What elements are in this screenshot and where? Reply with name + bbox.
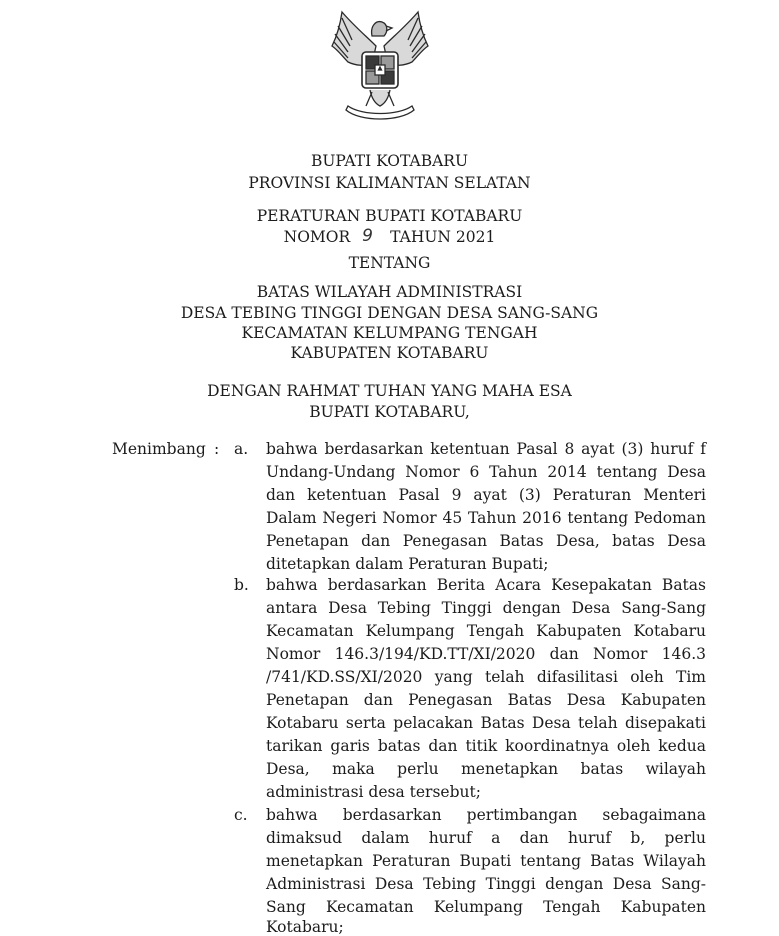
subject-line: KECAMATAN KELUMPANG TENGAH (241, 324, 538, 342)
nomor-label: NOMOR (283, 228, 351, 246)
item-letter: b. (234, 576, 249, 594)
item-line: Desa, maka perlu menetapkan batas wilayah (266, 760, 706, 778)
item-line: ditetapkan dalam Peraturan Bupati; (266, 555, 549, 573)
item-line: Nomor 146.3/194/KD.TT/XI/2020 dan Nomor 146.3 (266, 645, 706, 663)
regulation-title: PERATURAN BUPATI KOTABARU (256, 207, 523, 225)
menimbang-label: Menimbang (112, 440, 206, 458)
item-line: bahwa berdasarkan ketentuan Pasal 8 ayat (3) huruf f (266, 440, 706, 458)
item-letter: c. (234, 806, 248, 824)
menimbang-colon: : (214, 440, 220, 458)
item-line: administrasi desa tersebut; (266, 783, 481, 801)
item-line: Penetapan dan Penegasan Batas Desa, batas Desa (266, 532, 706, 550)
item-line: Penetapan dan Penegasan Batas Desa Kabupaten (266, 691, 706, 709)
item-line: Kecamatan Kelumpang Tengah Kabupaten Kotabaru (266, 622, 706, 640)
issuer-title: BUPATI KOTABARU (310, 152, 469, 170)
item-line: menetapkan Peraturan Bupati tentang Batas Wilayah (266, 852, 706, 870)
item-line: dimaksud dalam huruf a dan huruf b, perlu (266, 829, 706, 847)
item-letter: a. (234, 440, 249, 458)
item-line: dan ketentuan Pasal 9 ayat (3) Peraturan Menteri (266, 486, 706, 504)
item-line: bahwa berdasarkan pertimbangan sebagaimana (266, 806, 706, 824)
item-line: Undang-Undang Nomor 6 Tahun 2014 tentang Desa (266, 463, 706, 481)
subject-line: KABUPATEN KOTABARU (290, 344, 489, 362)
item-line: Kotabaru; (266, 918, 344, 936)
item-line: Administrasi Desa Tebing Tinggi dengan Desa Sang- (266, 875, 706, 893)
item-line: /741/KD.SS/XI/2020 yang telah difasilitasi oleh Tim (266, 668, 706, 686)
tentang-heading: TENTANG (348, 254, 431, 272)
nomor-value: 9 (362, 226, 373, 246)
preamble-line: BUPATI KOTABARU, (309, 403, 470, 421)
item-line: Dalam Negeri Nomor 45 Tahun 2016 tentang Pedoman (266, 509, 706, 527)
item-line: Kotabaru serta pelacakan Batas Desa telah disepakati (266, 714, 706, 732)
item-line: tarikan garis batas dan titik koordinatnya oleh kedua (266, 737, 706, 755)
regulation-number (0, 228, 779, 246)
province-title: PROVINSI KALIMANTAN SELATAN (248, 174, 531, 192)
item-line: Sang Kecamatan Kelumpang Tengah Kabupaten (266, 898, 706, 916)
subject-line: DESA TEBING TINGGI DENGAN DESA SANG-SANG (180, 304, 599, 322)
item-line: antara Desa Tebing Tinggi dengan Desa Sang-Sang (266, 599, 706, 617)
preamble-line: DENGAN RAHMAT TUHAN YANG MAHA ESA (207, 382, 572, 400)
tahun-label: TAHUN 2021 (390, 228, 496, 246)
subject-line: BATAS WILAYAH ADMINISTRASI (256, 283, 523, 301)
item-line: bahwa berdasarkan Berita Acara Kesepakatan Batas (266, 576, 706, 594)
garuda-pancasila-emblem-icon (326, 6, 434, 128)
